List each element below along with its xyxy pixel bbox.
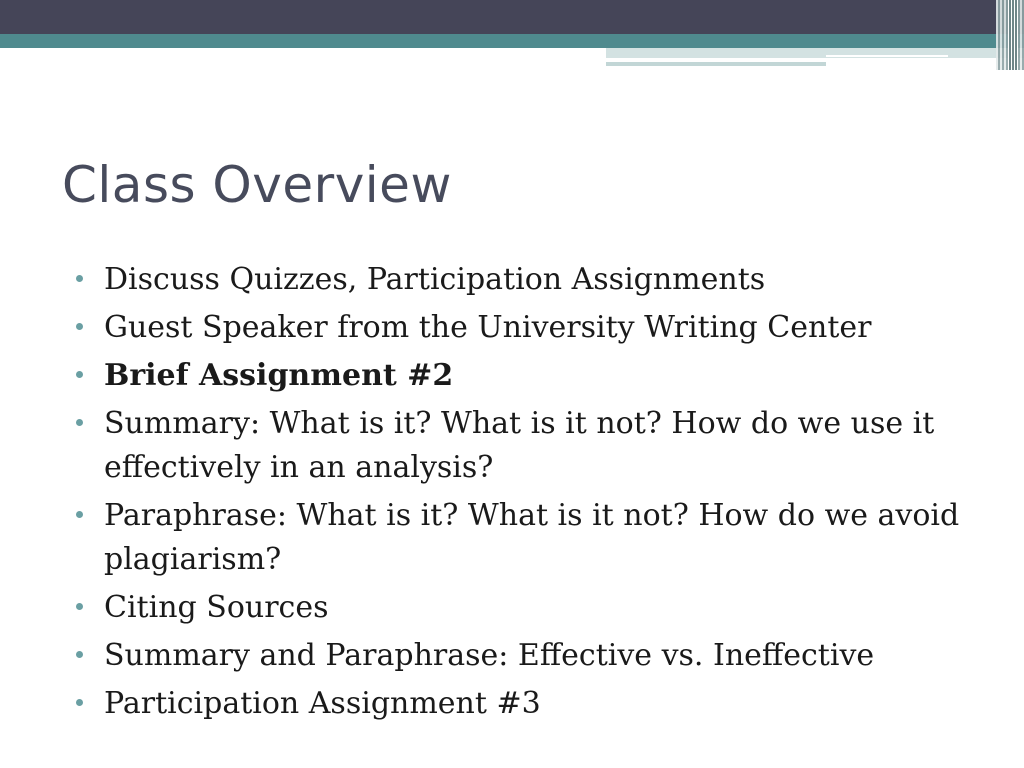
header-right-stripes-inner (1008, 0, 1018, 70)
bullet-dot-icon (76, 699, 83, 706)
header-accent-white-line (826, 55, 948, 57)
bullet-dot-icon (76, 651, 83, 658)
bullet-text: Summary and Paraphrase: Effective vs. Ineffective (104, 638, 875, 673)
bullet-item (76, 354, 996, 398)
bullet-dot-icon (76, 275, 83, 282)
bullet-dot-icon (76, 323, 83, 330)
bullet-dot-icon (76, 603, 83, 610)
header-accent-thin-line (606, 62, 826, 66)
bullet-item (76, 586, 996, 630)
bullet-dot-icon (76, 511, 83, 518)
bullet-item (76, 306, 996, 350)
bullet-item (76, 494, 996, 582)
bullet-text: Discuss Quizzes, Participation Assignments (104, 262, 766, 297)
header-bar (0, 0, 1024, 34)
header-teal-stripe (0, 34, 1024, 48)
bullet-text: Summary: What is it? What is it not? How do we use it effectively in an analysis? (104, 406, 935, 485)
bullet-text: Brief Assignment #2 (104, 358, 454, 393)
bullet-item (76, 402, 996, 490)
bullet-dot-icon (76, 371, 83, 378)
bullet-text: Participation Assignment #3 (104, 686, 541, 721)
bullet-item (76, 258, 996, 302)
header-accent-line (606, 48, 1024, 58)
bullet-text: Paraphrase: What is it? What is it not? How do we avoid plagiarism? (104, 498, 960, 577)
bullet-item (76, 682, 996, 726)
bullet-list (76, 258, 996, 730)
slide-title: Class Overview (62, 156, 452, 214)
bullet-item (76, 634, 996, 678)
bullet-text: Citing Sources (104, 590, 329, 625)
bullet-text: Guest Speaker from the University Writing Center (104, 310, 872, 345)
bullet-dot-icon (76, 419, 83, 426)
